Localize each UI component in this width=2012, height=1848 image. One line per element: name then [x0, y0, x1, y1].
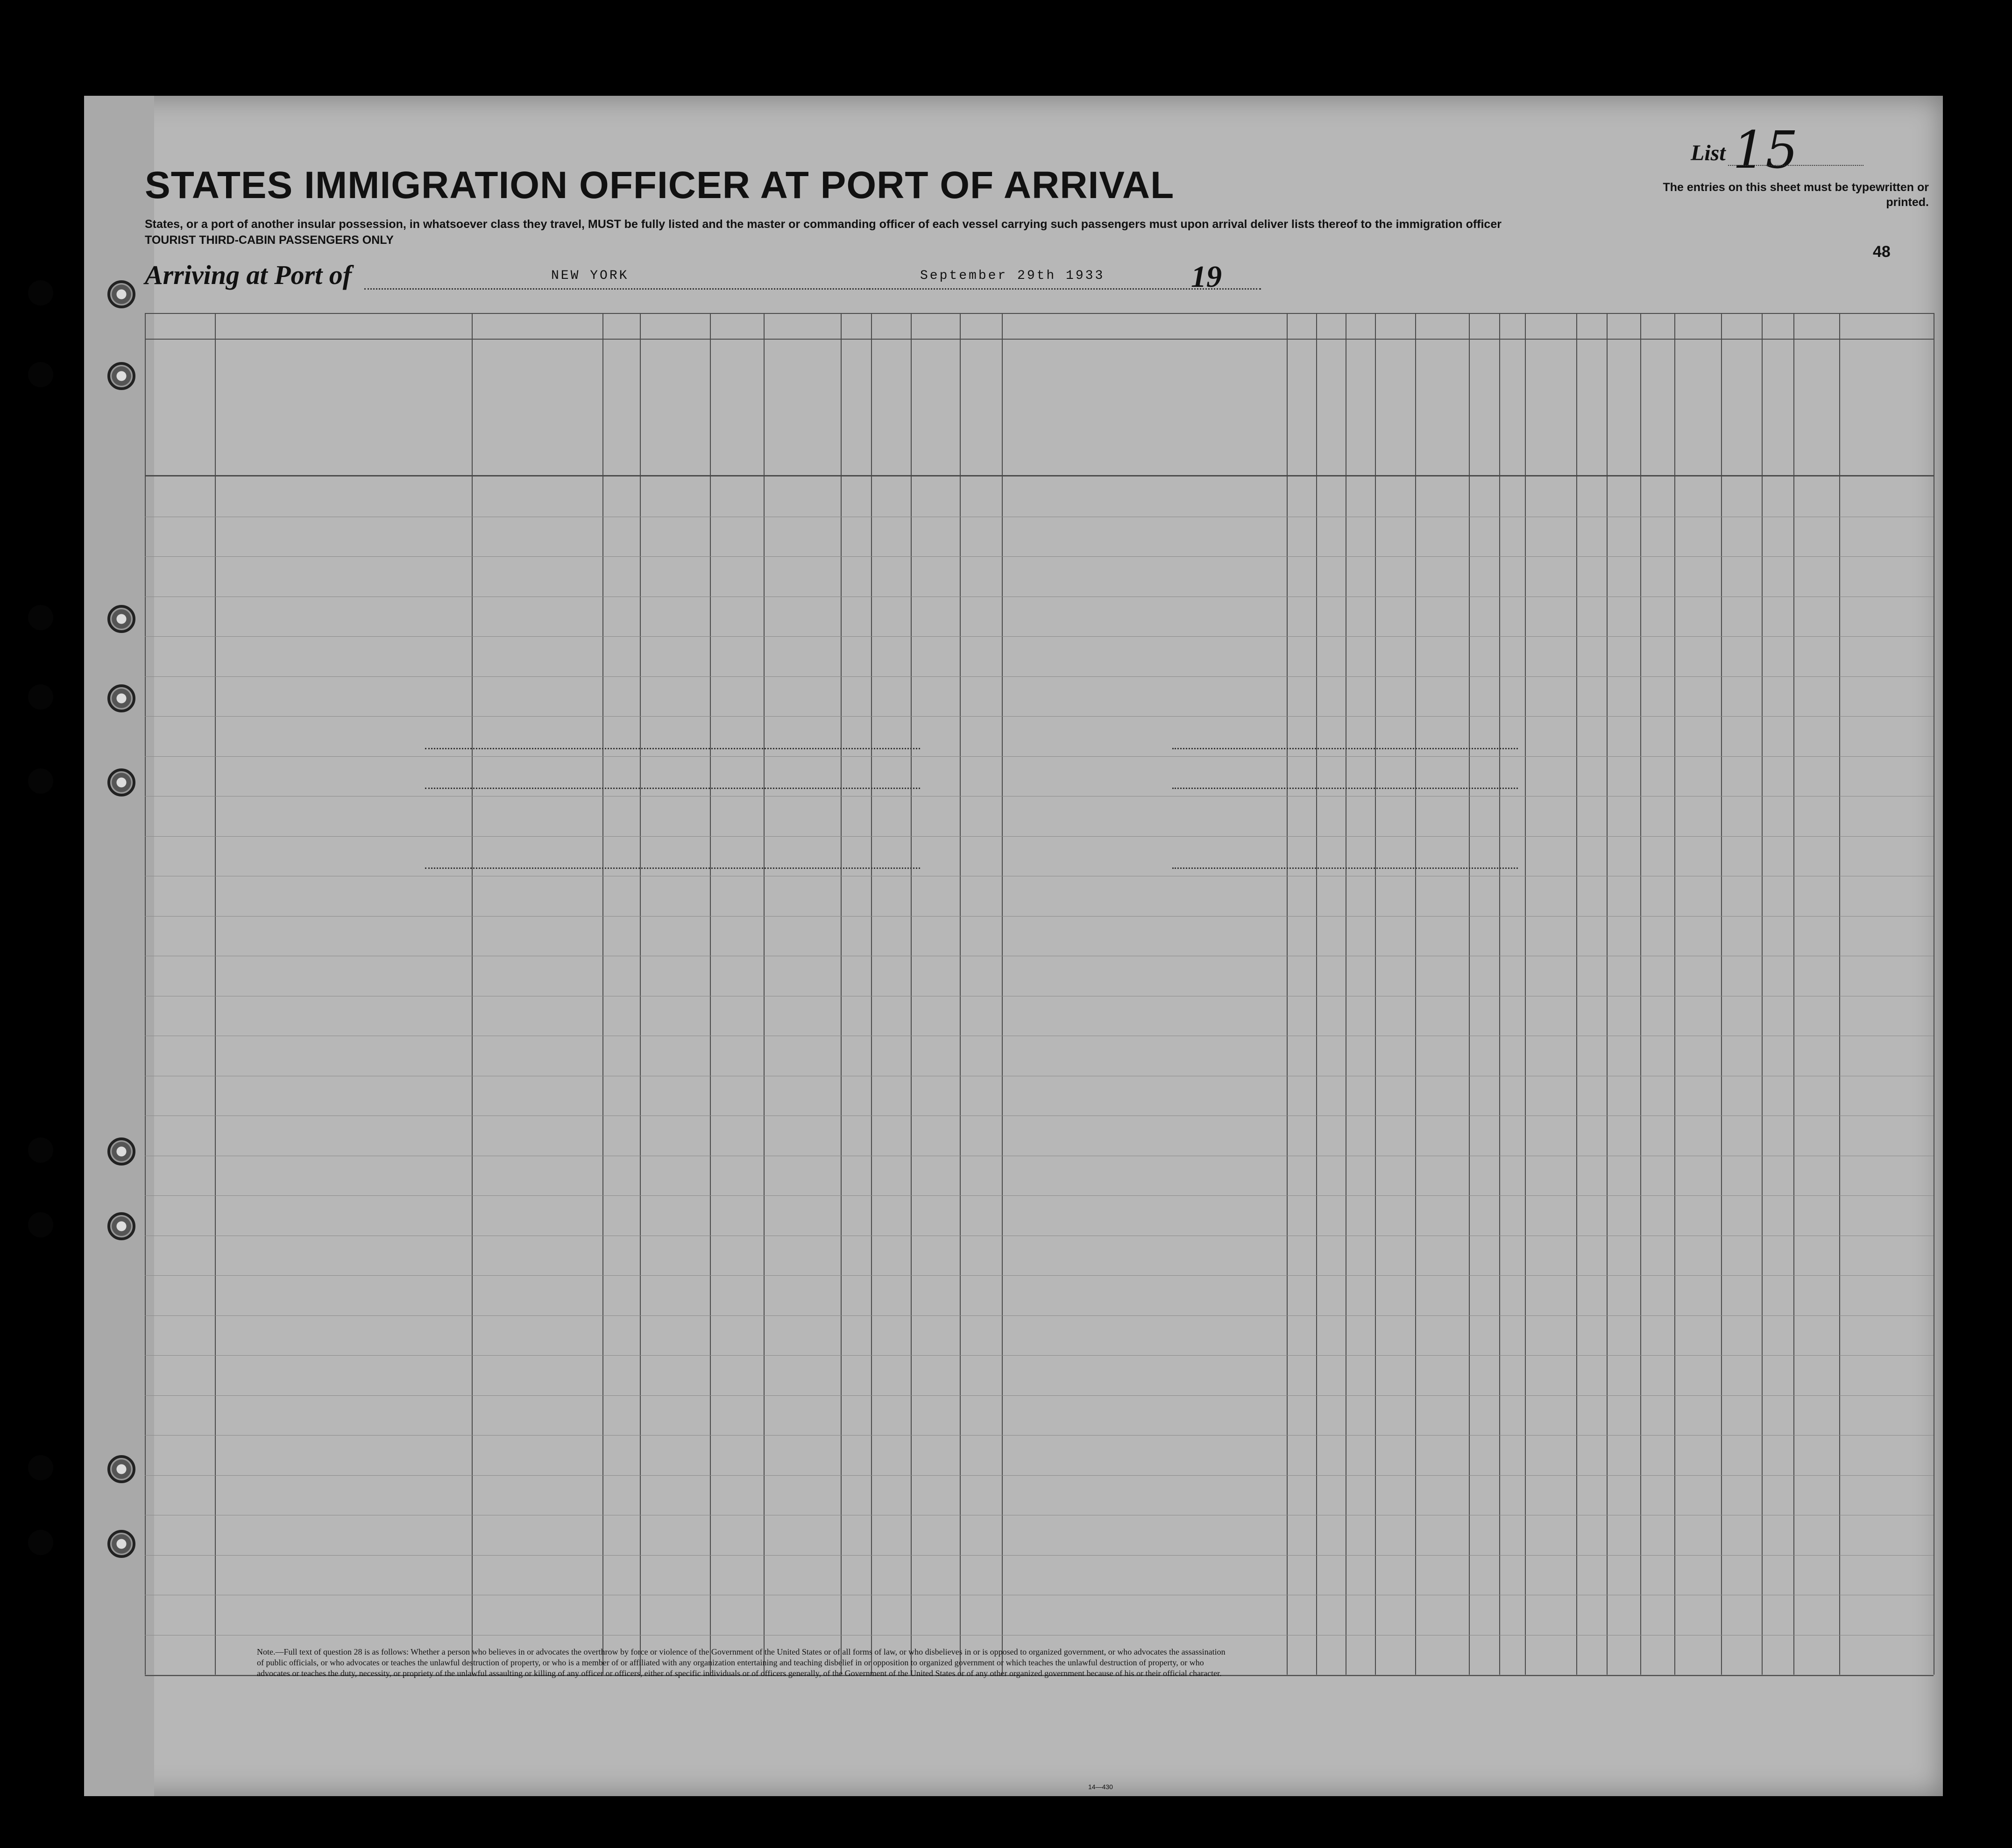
usc-dotted-leader [425, 788, 920, 789]
entries-note: The entries on this sheet must be typewritten or printed. [1663, 181, 1929, 209]
column-rule [1499, 313, 1500, 1675]
row-rule [145, 1195, 1934, 1196]
eyelet [107, 1455, 135, 1483]
column-rule [1525, 313, 1526, 1675]
column-rule [1762, 313, 1763, 1675]
row-rule [145, 1395, 1934, 1396]
header-money [738, 343, 757, 472]
manifest-sheet [84, 96, 1943, 1796]
date-value: September 29th 1933 [920, 269, 1105, 283]
header-num-rule [145, 339, 1934, 340]
port-line [364, 288, 943, 290]
row-rule [145, 676, 1934, 677]
header-offer [1504, 343, 1523, 472]
row-rule [145, 1275, 1934, 1276]
row-rule [145, 1555, 1934, 1556]
binding-hole [28, 280, 53, 306]
footer-code: 14—430 [1088, 1783, 1113, 1791]
column-rule [1287, 313, 1288, 1675]
eyelet [107, 684, 135, 712]
binding-hole [28, 1137, 53, 1163]
column-rule [1415, 313, 1416, 1675]
row-rule [145, 836, 1934, 837]
list-number: 15 [1733, 120, 1798, 180]
list-label: List [1691, 141, 1726, 165]
eyelet [107, 605, 135, 633]
row-rule [145, 916, 1934, 917]
column-rule [1002, 313, 1003, 1675]
column-rule [1721, 313, 1722, 1675]
column-rule [640, 313, 641, 1675]
header-q28 [1474, 343, 1502, 472]
binding-hole [28, 1212, 53, 1237]
row-rule [145, 556, 1934, 557]
eyelet [107, 362, 135, 390]
page-number: 48 [1873, 243, 1891, 261]
header-return [1289, 343, 1298, 472]
binding-hole [28, 1455, 53, 1480]
row-rule [145, 1355, 1934, 1356]
column-rule [1469, 313, 1470, 1675]
list-underline [1728, 165, 1863, 166]
port-value: NEW YORK [551, 269, 629, 283]
column-rule [1375, 313, 1376, 1675]
header-length [1318, 343, 1328, 472]
footnote: Note.—Full text of question 28 is as follows: Whether a person who believes in or advocates the overthrow by force or violence of the Government of the United States or of all forms of law, or who disbelieves in or is opposed to organized government, or who advocates the assassination of public officials, or who advocates or teaches the unlawful destruction of property, or who is a member of or affiliated with any organization entertaining and teaching disbelief in or opposition to organized government or which teaches the unlawful destruction of property, or who advocates or teaches the duty, necessity, or propriety of the unlawful assaulting or killing of any officer or officers, either of specific individuals or of officers generally, of the Government of the United States or of any other organized government because of his or their official character. [257, 1647, 1226, 1678]
column-rule [960, 313, 961, 1675]
subtitle-line-2: TOURIST THIRD-CABIN PASSENGERS ONLY [145, 234, 394, 247]
header-prison [1378, 343, 1396, 472]
row-rule [145, 1435, 1934, 1436]
year-prefix: 19 [1191, 260, 1222, 294]
row-rule [145, 1475, 1934, 1476]
binding-hole [28, 768, 53, 794]
row-rule [145, 756, 1934, 757]
column-rule [215, 313, 216, 1675]
subtitle-line-1: States, or a port of another insular possession, in whatsoever class they travel, MUST be fully listed and the master or commanding officer of each vessel carrying such passengers must upon arrival deliver lists thereof to the immigration officer [145, 218, 1502, 231]
arriving-label: Arriving at Port of [145, 260, 352, 290]
row-rule [145, 1315, 1934, 1316]
eyelet [107, 1530, 135, 1558]
binding-hole [28, 605, 53, 630]
header-arrested [1551, 343, 1569, 472]
column-rule [602, 313, 603, 1675]
usc-dotted-leader [1172, 748, 1518, 749]
column-rule [911, 313, 912, 1675]
binding-hole [28, 1530, 53, 1555]
usc-dotted-leader [1172, 788, 1518, 789]
page-title: STATES IMMIGRATION OFFICER AT PORT OF ARRIVAL [145, 164, 1175, 206]
binding-hole [28, 362, 53, 387]
column-rule [764, 313, 765, 1675]
header-bottom-rule [145, 475, 1934, 476]
header-excluded [1529, 343, 1547, 472]
header-citizen [1348, 343, 1357, 472]
header-anarchist [1449, 343, 1463, 472]
column-rule [841, 313, 842, 1675]
eyelet [107, 280, 135, 308]
row-rule [145, 636, 1934, 637]
column-rule [1674, 313, 1675, 1675]
row-rule [145, 716, 1934, 717]
column-rule [1793, 313, 1794, 1675]
header-ticket [614, 343, 633, 472]
binding-hole [28, 684, 53, 710]
column-rule [145, 313, 146, 1675]
column-rule [1839, 313, 1840, 1675]
eyelet [107, 768, 135, 796]
column-rule [1640, 313, 1641, 1675]
page-subtitle [145, 216, 1686, 248]
column-rule [472, 313, 473, 1675]
usc-dotted-leader [1172, 867, 1518, 869]
column-rule [1576, 313, 1577, 1675]
column-rule [871, 313, 872, 1675]
eyelet [107, 1212, 135, 1240]
eyelet [107, 1137, 135, 1166]
usc-dotted-leader [425, 748, 920, 749]
column-rule [710, 313, 711, 1675]
usc-dotted-leader [425, 867, 920, 869]
column-rule [1607, 313, 1608, 1675]
header-polygamist [1419, 343, 1438, 472]
header-top-rule [145, 313, 1934, 314]
column-rule [1316, 313, 1317, 1675]
